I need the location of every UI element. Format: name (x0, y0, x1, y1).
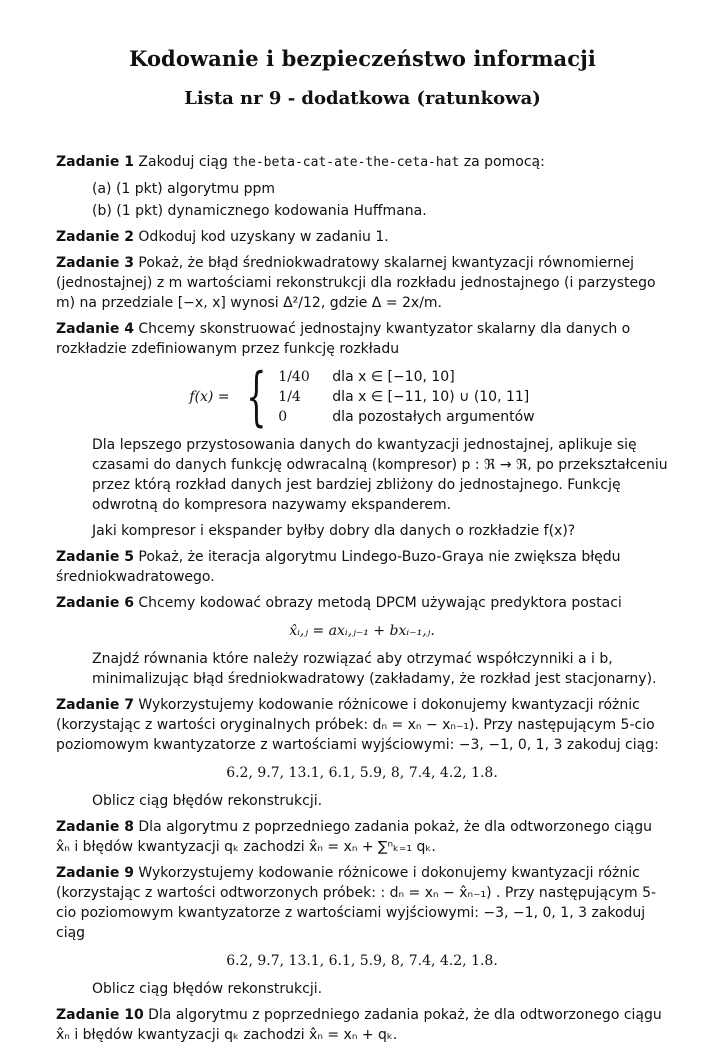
case-value: 0 (278, 409, 288, 425)
task-label: Zadanie 2 (56, 229, 134, 245)
list-item (92, 179, 668, 199)
predictor-formula: x̂ᵢ,ⱼ = axᵢ,ⱼ₋₁ + bxᵢ₋₁,ⱼ. (289, 623, 435, 639)
task-10 (56, 1005, 668, 1045)
task-text: za pomocą: (463, 154, 545, 170)
task-5 (56, 547, 668, 587)
task-label: Zadanie 5 (56, 549, 134, 565)
task-label: Zadanie 4 (56, 321, 134, 337)
task-paragraph: Jaki kompresor i ekspander byłby dobry dla danych o rozkładzie f(x)? (92, 523, 576, 539)
task-6 (56, 593, 668, 689)
task-label: Zadanie 6 (56, 595, 134, 611)
case-value: 1/40 (278, 369, 310, 385)
task-paragraph: Oblicz ciąg błędów rekonstrukcji. (92, 793, 323, 809)
task-9 (56, 863, 668, 999)
task-subitems (92, 179, 668, 221)
input-sequence: 6.2, 9.7, 13.1, 6.1, 5.9, 8, 7.4, 4.2, 1.8. (226, 953, 498, 969)
task-7 (56, 695, 668, 811)
function-lhs: f(x) = (189, 389, 230, 405)
task-4 (56, 319, 668, 541)
page-subtitle: Lista nr 9 - dodatkowa (ratunkowa) (184, 88, 541, 109)
task-3 (56, 253, 668, 313)
task-text: Pokaż, że błąd średniokwadratowy skalarnej kwantyzacji równomiernej (jednostajnej) z m wartościami rekonstrukcji dla rozkładu jednostajnego (i parzystego m) na przedziale [−x, x] wynosi Δ²/12, gdzie Δ = 2x/m. (56, 255, 656, 311)
list-item (92, 201, 668, 221)
task-1 (56, 152, 668, 221)
task-label: Zadanie 8 (56, 819, 134, 835)
task-paragraph: Oblicz ciąg błędów rekonstrukcji. (92, 981, 323, 997)
task-text: Wykorzystujemy kodowanie różnicowe i dokonujemy kwantyzacji różnic (korzystając z wartości oryginalnych próbek: dₙ = xₙ − xₙ₋₁). Przy następującym 5-cio poziomowym kwantyzatorze z wartościami wyjściowymi: −3, −1, 0, 1, 3 zakoduj ciąg: (56, 697, 659, 753)
case-value: 1/4 (278, 389, 301, 405)
case-condition: dla x ∈ [−11, 10) ∪ (10, 11] (332, 389, 530, 405)
case-condition: dla x ∈ [−10, 10] (332, 369, 455, 385)
task-text: Chcemy skonstruować jednostajny kwantyzator skalarny dla danych o rozkładzie zdefiniowanym przez funkcję rozkładu (56, 321, 631, 357)
task-text: Pokaż, że iteracja algorytmu Lindego-Buzo-Graya nie zwiększa błędu średniokwadratowego. (56, 549, 621, 585)
function-cases (278, 367, 534, 427)
piecewise-function (56, 360, 668, 434)
task-paragraph: Znajdź równania które należy rozwiązać aby otrzymać współczynniki a i b, minimalizując błąd średniokwadratowy (zakładamy, że rozkład jest stacjonarny). (92, 651, 657, 687)
task-text: Chcemy kodować obrazy metodą DPCM używając predyktora postaci (138, 595, 622, 611)
left-brace-icon: { (245, 360, 267, 434)
task-label: Zadanie 7 (56, 697, 134, 713)
case-condition: dla pozostałych argumentów (332, 409, 535, 425)
input-sequence: 6.2, 9.7, 13.1, 6.1, 5.9, 8, 7.4, 4.2, 1.8. (226, 765, 498, 781)
task-text: Wykorzystujemy kodowanie różnicowe i dokonujemy kwantyzacji różnic (korzystając z wartości odtworzonych próbek: : dₙ = xₙ − x̂ₙ₋₁) . Przy następującym 5-cio poziomowym kwantyzatorze z wartościami wyjściowymi: −3, −1, 0, 1, 3 zakoduj ciąg (56, 865, 657, 941)
page-title: Kodowanie i bezpieczeństwo informacji (129, 46, 596, 71)
task-label: Zadanie 1 (56, 154, 134, 170)
task-text: Zakoduj ciąg (138, 154, 228, 170)
task-list (56, 152, 668, 1051)
item-marker: (b) (92, 203, 112, 219)
task-text: Dla algorytmu z poprzedniego zadania pokaż, że dla odtworzonego ciągu x̂ₙ i błędów kwantyzacji qₖ zachodzi x̂ₙ = xₙ + qₖ. (56, 1007, 662, 1043)
task-label: Zadanie 9 (56, 865, 134, 881)
item-text: (1 pkt) algorytmu ppm (115, 181, 276, 197)
task-paragraph: Dla lepszego przystosowania danych do kwantyzacji jednostajnej, aplikuje się czasami do danych funkcję odwracalną (kompresor) p : ℜ → ℜ, po przekształceniu przez którą rozkład danych jest bardziej zbliżony do jednostajnego. Funkcję odwrotną do kompresora nazywamy ekspanderem. (92, 437, 668, 513)
task-text: Odkoduj kod uzyskany w zadaniu 1. (138, 229, 389, 245)
task-8 (56, 817, 668, 857)
item-text: (1 pkt) dynamicznego kodowania Huffmana. (116, 203, 427, 219)
task-text: Dla algorytmu z poprzedniego zadania pokaż, że dla odtworzonego ciągu x̂ₙ i błędów kwantyzacji qₖ zachodzi x̂ₙ = xₙ + ∑ⁿₖ₌₁ qₖ. (56, 819, 653, 855)
task-label: Zadanie 10 (56, 1007, 144, 1023)
task-label: Zadanie 3 (56, 255, 134, 271)
task-2 (56, 227, 668, 247)
item-marker: (a) (92, 181, 112, 197)
task-code: the-beta-cat-ate-the-ceta-hat (232, 155, 460, 170)
